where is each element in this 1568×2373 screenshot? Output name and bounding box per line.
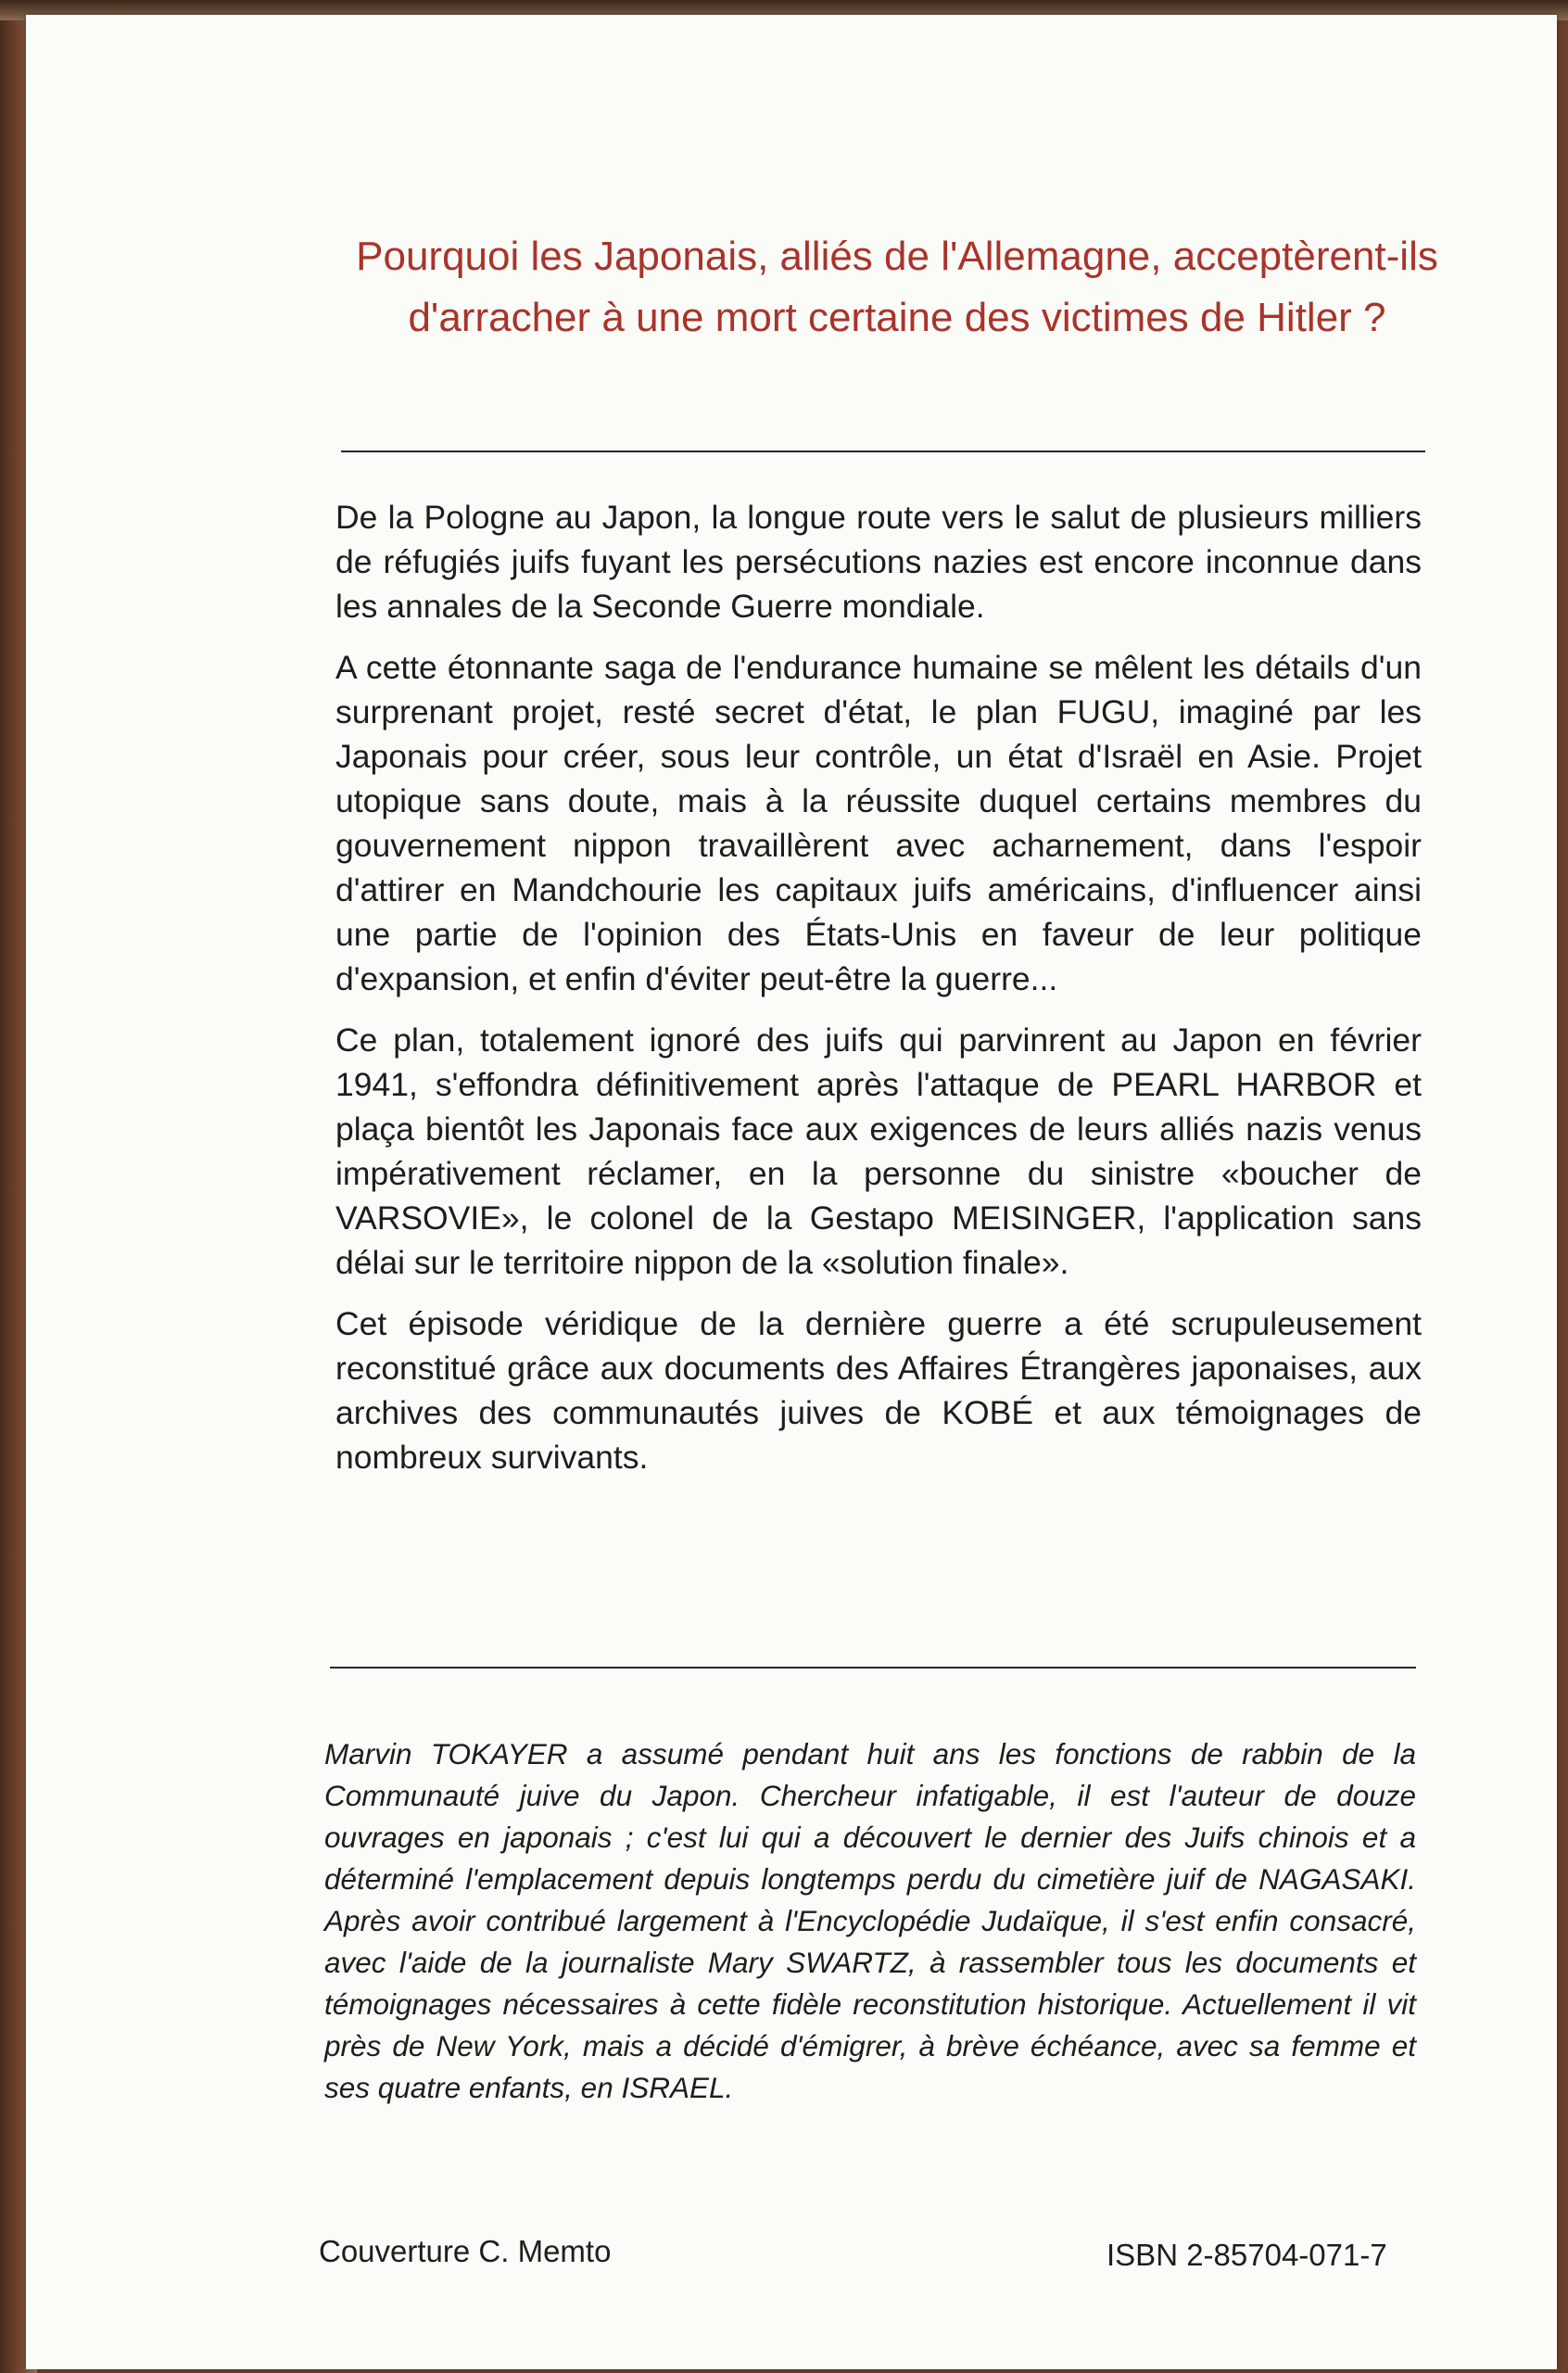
synopsis-paragraph: Cet épisode véridique de la dernière guerre a été scrupuleusement reconstitué grâce aux documents des Affaires Étrangères japonaises, aux archives des communautés juives de KOBÉ et aux témoignages de nombreux survivants. [335,1305,1422,1476]
back-cover-page [26,15,1557,2369]
synopsis-paragraph: Ce plan, totalement ignoré des juifs qui parvinrent au Japon en février 1941, s'effondra définitivement après l'attaque de PEARL HARBOR et plaça bientôt les Japonais face aux exigences de leurs alliés nazis venus impérativement réclamer, en la personne du sinistre «boucher de VARSOVIE», le colonel de la Gestapo MEISINGER, l'application sans délai sur le territoire nippon de la «solution finale». [335,1022,1422,1281]
synopsis-paragraph: A cette étonnante saga de l'endurance humaine se mêlent les détails d'un surprenant projet, resté secret d'état, le plan FUGU, imaginé par les Japonais pour créer, sous leur contrôle, un état d'Israël en Asie. Projet utopique sans doute, mais à la réussite duquel certains membres du gouvernement nippon travaillèrent avec acharnement, dans l'espoir d'attirer en Mandchourie les capitaux juifs américains, d'influencer ainsi une partie de l'opinion des États-Unis en faveur de leur politique d'expansion, et enfin d'éviter peut-être la guerre... [335,649,1422,997]
divider-top [341,450,1425,452]
isbn-number: ISBN 2-85704-071-7 [1106,2238,1387,2272]
synopsis-paragraph: De la Pologne au Japon, la longue route vers le salut de plusieurs milliers de réfugiés juifs fuyant les persécutions nazies est encore inconnue dans les annales de la Seconde Guerre mondiale. [335,499,1422,625]
cover-credit: Couverture C. Memto [319,2234,612,2268]
author-bio: Marvin TOKAYER a assumé pendant huit ans les fonctions de rabbin de la Communauté juive du Japon. Chercheur infatigable, il est l'auteur de douze ouvrages en japonais ; c'est lui qui a découvert le dernier des Juifs chinois et a déterminé l'emplacement depuis longtemps perdu du cimetière juif de NAGASAKI. Après avoir contribué largement à l'Encyclopédie Judaïque, il s'est enfin consacré, avec l'aide de la journaliste Mary SWARTZ, à rassembler tous les documents et témoignages nécessaires à cette fidèle reconstitution historique. Actuellement il vit près de New York, mais a décidé d'émigrer, à brève échéance, avec sa femme et ses quatre enfants, en ISRAEL. [324,1737,1416,2104]
divider-bottom [330,1667,1416,1669]
synopsis-text [335,495,1422,1496]
cover-headline: Pourquoi les Japonais, alliés de l'Allemagne, acceptèrent-ils d'arracher à une mort certaine des victimes de Hitler ? [356,234,1438,340]
